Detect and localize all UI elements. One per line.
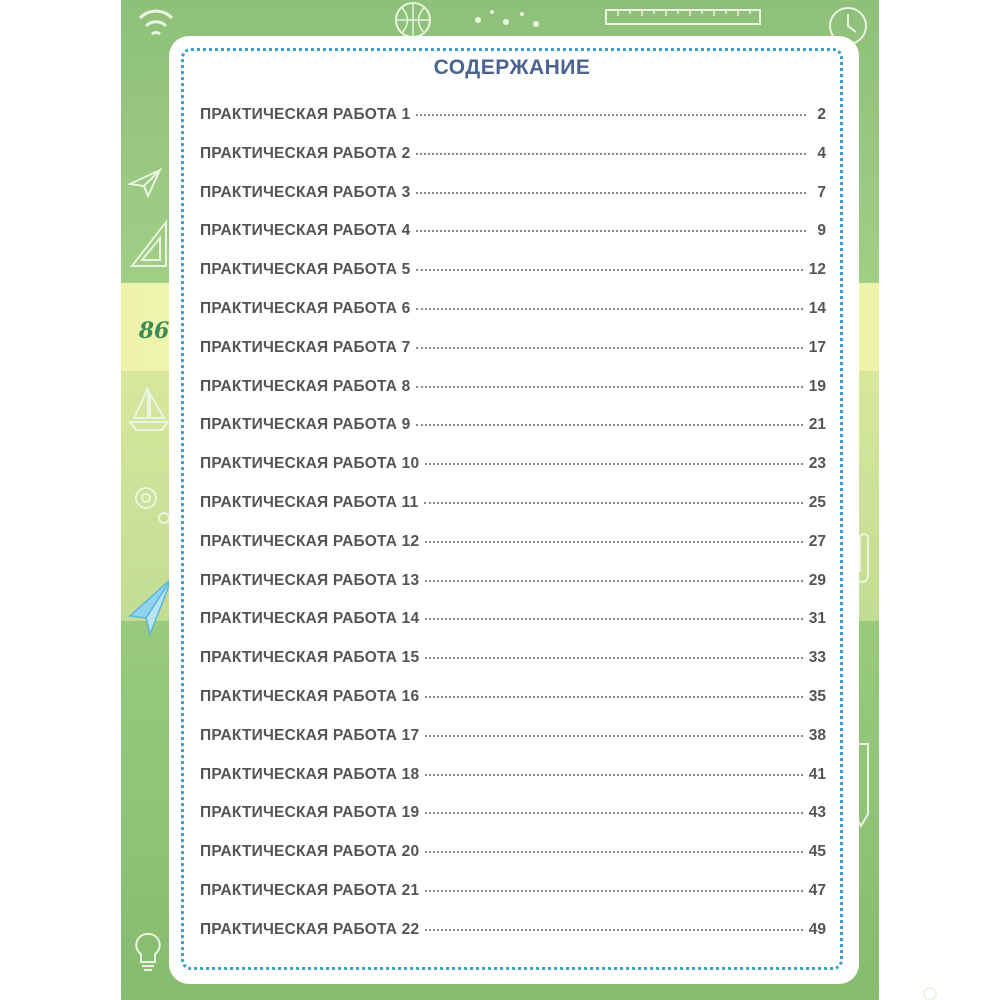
contents-title: СОДЕРЖАНИЕ xyxy=(433,56,591,79)
table-of-contents xyxy=(200,106,826,960)
dot-leader xyxy=(425,851,802,853)
toc-entry-page: 2 xyxy=(817,106,826,123)
toc-entry-label: ПРАКТИЧЕСКАЯ РАБОТА 5 xyxy=(200,261,411,279)
dot-leader xyxy=(424,502,802,504)
toc-entry-label: ПРАКТИЧЕСКАЯ РАБОТА 6 xyxy=(200,299,411,317)
toc-entry-label: ПРАКТИЧЕСКАЯ РАБОТА 14 xyxy=(200,610,420,628)
toc-entry[interactable] xyxy=(200,261,826,300)
toc-entry-label: ПРАКТИЧЕСКАЯ РАБОТА 1 xyxy=(200,106,411,123)
side-page-number: 86 xyxy=(138,318,170,344)
toc-entry-page: 12 xyxy=(808,261,826,279)
toc-entry-label: ПРАКТИЧЕСКАЯ РАБОТА 21 xyxy=(200,881,420,899)
toc-entry[interactable] xyxy=(200,222,826,261)
toc-entry-page: 45 xyxy=(808,843,826,861)
toc-entry-page: 47 xyxy=(808,881,826,899)
toc-entry[interactable] xyxy=(200,494,826,533)
dot-leader xyxy=(416,386,802,388)
toc-entry-page: 19 xyxy=(808,377,826,395)
toc-entry[interactable] xyxy=(200,882,826,921)
toc-entry-page: 38 xyxy=(808,726,826,744)
triangle-ruler-doodle-icon xyxy=(128,216,170,270)
toc-entry-label: ПРАКТИЧЕСКАЯ РАБОТА 9 xyxy=(200,416,411,434)
toc-entry-page: 27 xyxy=(808,532,826,550)
toc-entry-page: 31 xyxy=(808,610,826,628)
toc-entry-label: ПРАКТИЧЕСКАЯ РАБОТА 3 xyxy=(200,183,411,201)
toc-entry-label: ПРАКТИЧЕСКАЯ РАБОТА 12 xyxy=(200,532,420,550)
toc-entry[interactable] xyxy=(200,106,826,145)
leaves-doodle-icon xyxy=(920,980,980,1000)
dot-leader xyxy=(425,618,802,620)
dot-leader xyxy=(416,114,806,116)
wifi-doodle-icon xyxy=(136,4,176,44)
sailboat-doodle-icon xyxy=(128,384,170,432)
toc-entry-page: 43 xyxy=(808,804,826,822)
toc-entry-label: ПРАКТИЧЕСКАЯ РАБОТА 10 xyxy=(200,455,420,473)
dot-leader xyxy=(425,890,802,892)
dot-leader xyxy=(425,657,802,659)
toc-entry[interactable] xyxy=(200,649,826,688)
toc-entry-label: ПРАКТИЧЕСКАЯ РАБОТА 15 xyxy=(200,649,420,667)
toc-entry-page: 41 xyxy=(808,765,826,783)
toc-entry-page: 33 xyxy=(808,649,826,667)
toc-entry-page: 25 xyxy=(808,493,826,511)
toc-entry[interactable] xyxy=(200,727,826,766)
dot-leader xyxy=(425,774,802,776)
lightbulb-doodle-icon xyxy=(132,930,164,974)
toc-entry-label: ПРАКТИЧЕСКАЯ РАБОТА 4 xyxy=(200,222,411,240)
paper-plane-doodle-icon xyxy=(128,168,162,198)
toc-entry-page: 23 xyxy=(808,455,826,473)
toc-entry[interactable] xyxy=(200,921,826,960)
toc-entry-label: ПРАКТИЧЕСКАЯ РАБОТА 17 xyxy=(200,726,420,744)
toc-entry[interactable] xyxy=(200,533,826,572)
toc-entry-page: 9 xyxy=(817,222,826,240)
toc-entry-page: 29 xyxy=(808,571,826,589)
toc-entry-label: ПРАКТИЧЕСКАЯ РАБОТА 16 xyxy=(200,687,420,705)
dot-leader xyxy=(416,424,802,426)
toc-entry-page: 7 xyxy=(817,183,826,201)
toc-entry[interactable] xyxy=(200,300,826,339)
dots-doodle-icon xyxy=(470,4,550,32)
dot-leader xyxy=(416,347,802,349)
toc-entry[interactable] xyxy=(200,145,826,184)
toc-entry-label: ПРАКТИЧЕСКАЯ РАБОТА 11 xyxy=(200,493,419,511)
dot-leader xyxy=(425,580,802,582)
toc-entry-label: ПРАКТИЧЕСКАЯ РАБОТА 8 xyxy=(200,377,411,395)
dot-leader xyxy=(416,153,806,155)
toc-entry-label: ПРАКТИЧЕСКАЯ РАБОТА 2 xyxy=(200,144,411,162)
toc-entry[interactable] xyxy=(200,766,826,805)
toc-entry[interactable] xyxy=(200,688,826,727)
dot-leader xyxy=(416,269,802,271)
toc-entry[interactable] xyxy=(200,610,826,649)
dot-leader xyxy=(425,929,802,931)
toc-entry-page: 14 xyxy=(808,299,826,317)
toc-entry-label: ПРАКТИЧЕСКАЯ РАБОТА 18 xyxy=(200,765,420,783)
toc-entry-page: 21 xyxy=(808,416,826,434)
toc-entry-page: 49 xyxy=(808,920,826,938)
dot-leader xyxy=(425,735,802,737)
toc-entry[interactable] xyxy=(200,843,826,882)
toc-entry[interactable] xyxy=(200,416,826,455)
ruler-doodle-icon xyxy=(604,8,762,28)
dot-leader xyxy=(416,308,802,310)
gear-doodle-icon xyxy=(128,480,172,524)
toc-entry-page: 17 xyxy=(808,338,826,356)
toc-entry[interactable] xyxy=(200,339,826,378)
toc-entry[interactable] xyxy=(200,184,826,223)
toc-entry-label: ПРАКТИЧЕСКАЯ РАБОТА 7 xyxy=(200,338,411,356)
dot-leader xyxy=(425,696,802,698)
toc-entry-label: ПРАКТИЧЕСКАЯ РАБОТА 13 xyxy=(200,571,420,589)
globe-doodle-icon xyxy=(390,0,436,42)
toc-entry-page: 4 xyxy=(817,144,826,162)
paper-plane-blue-doodle-icon xyxy=(126,576,174,636)
toc-entry[interactable] xyxy=(200,804,826,843)
dot-leader xyxy=(425,463,802,465)
toc-entry-label: ПРАКТИЧЕСКАЯ РАБОТА 19 xyxy=(200,804,420,822)
dot-leader xyxy=(416,192,806,194)
dot-leader xyxy=(425,812,802,814)
dot-leader xyxy=(416,230,806,232)
toc-entry-page: 35 xyxy=(808,687,826,705)
toc-entry[interactable] xyxy=(200,378,826,417)
dot-leader xyxy=(425,541,802,543)
toc-entry[interactable] xyxy=(200,572,826,611)
toc-entry[interactable] xyxy=(200,455,826,494)
toc-entry-label: ПРАКТИЧЕСКАЯ РАБОТА 20 xyxy=(200,843,420,861)
toc-entry-label: ПРАКТИЧЕСКАЯ РАБОТА 22 xyxy=(200,920,420,938)
